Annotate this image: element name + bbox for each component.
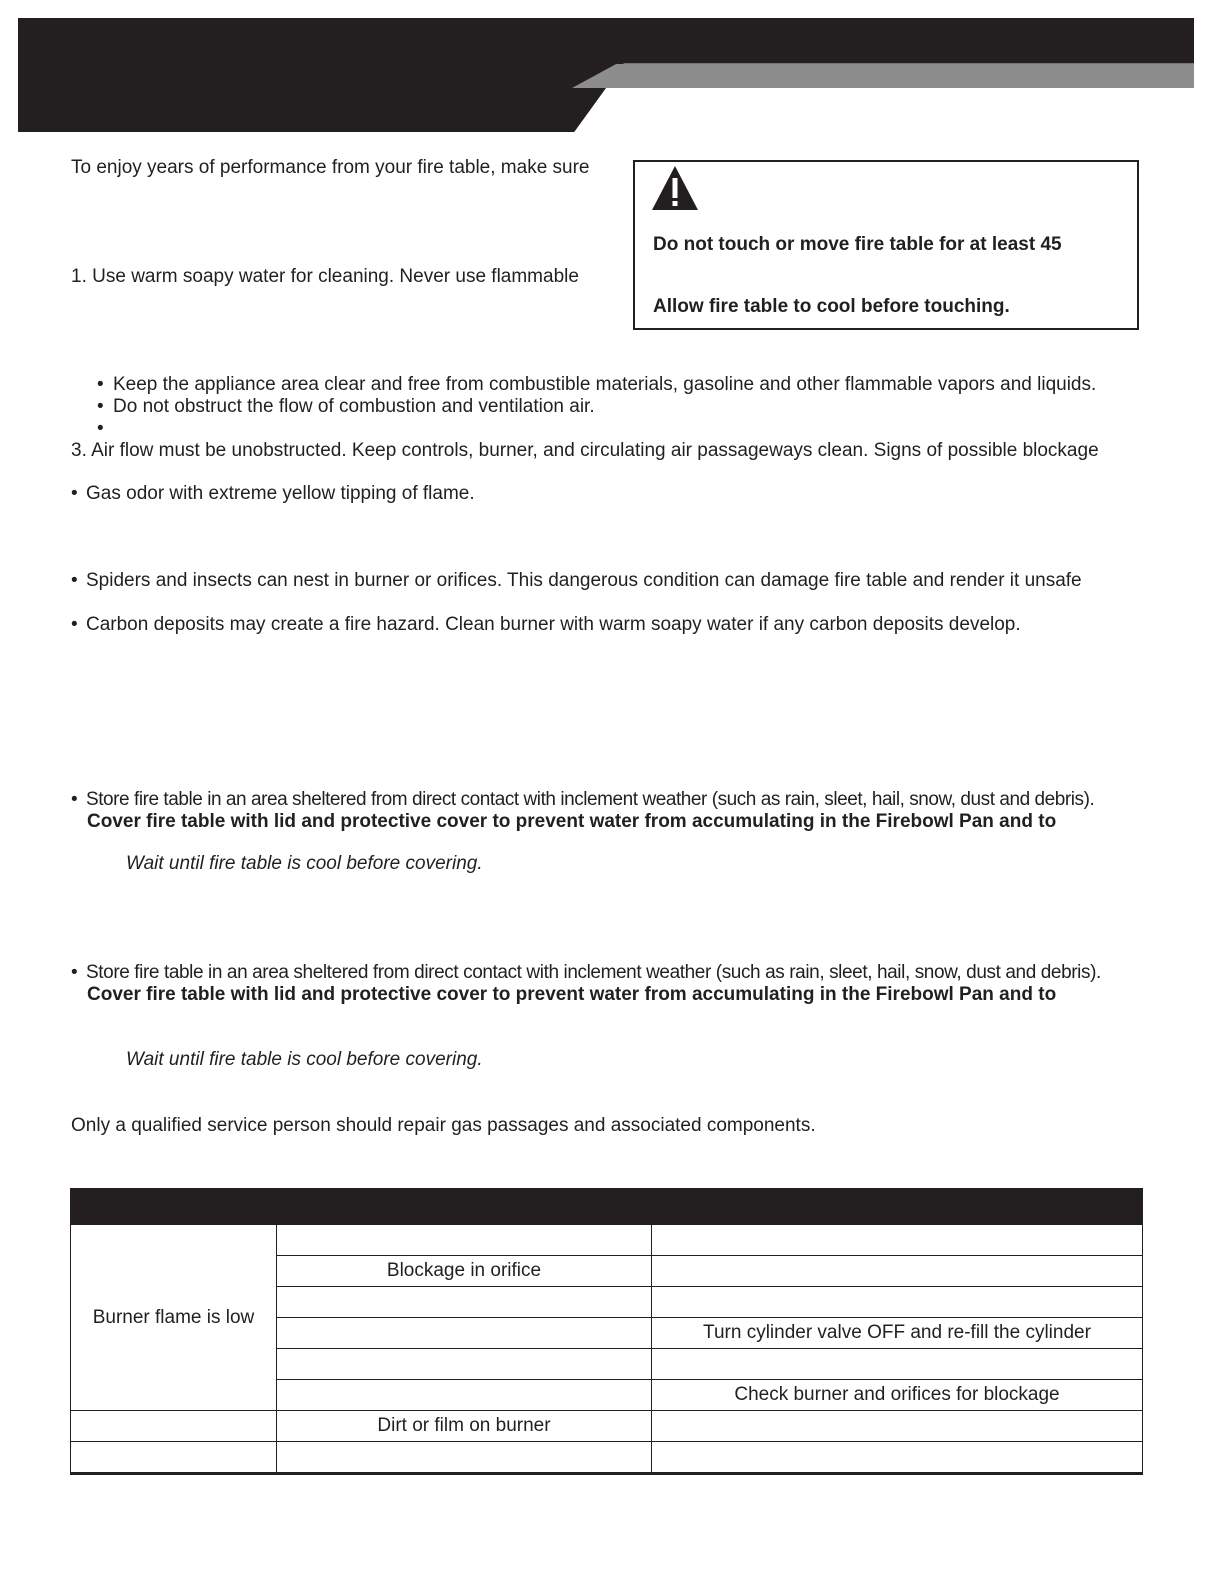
intro-text: To enjoy years of performance from your fire table, make sure: [71, 157, 590, 178]
bullet-dot: •: [71, 614, 78, 635]
bullet-dot: •: [71, 483, 78, 504]
sign-carbon: Carbon deposits may create a fire hazard. Clean burner with warm soapy water if any carbon deposits develop.: [86, 614, 1021, 635]
table-cell-cause: [277, 1380, 652, 1411]
table-cell-problem: [71, 1411, 277, 1442]
table-cell-solution: [652, 1411, 1143, 1442]
table-cell-cause: [277, 1318, 652, 1349]
warning-line-1: Do not touch or move fire table for at least 45: [653, 234, 1062, 255]
table-header-cell: [277, 1189, 652, 1225]
table-header-cell: [652, 1189, 1143, 1225]
table-row: [71, 1411, 1143, 1442]
bullet-dot: •: [71, 789, 78, 810]
bullet-dot: •: [71, 570, 78, 591]
troubleshooting-table: [70, 1188, 1143, 1475]
table-cell-solution: Check burner and orifices for blockage: [652, 1380, 1143, 1411]
storage-1-note: Wait until fire table is cool before covering.: [126, 853, 483, 874]
table-header-row: [71, 1189, 1143, 1225]
bullet-ventilation: Do not obstruct the flow of combustion and ventilation air.: [113, 396, 595, 417]
warning-line-2: Allow fire table to cool before touching.: [653, 296, 1010, 317]
bullet-dot: •: [97, 396, 104, 417]
warning-triangle-icon: [651, 165, 699, 211]
bullet-clear-area: Keep the appliance area clear and free from combustible materials, gasoline and other flammable vapors and liquids.: [113, 374, 1097, 395]
sign-spiders: Spiders and insects can nest in burner or orifices. This dangerous condition can damage fire table and render it unsafe: [86, 570, 1082, 591]
table-cell-cause: [277, 1349, 652, 1380]
table-cell-cause: [277, 1442, 652, 1474]
storage-1-line-1: Store fire table in an area sheltered from direct contact with inclement weather (such as rain, sleet, hail, snow, dust and debris).: [86, 789, 1095, 810]
table-cell-solution: [652, 1256, 1143, 1287]
table-cell-solution: Turn cylinder valve OFF and re-fill the cylinder: [652, 1318, 1143, 1349]
list-item-1: 1. Use warm soapy water for cleaning. Never use flammable: [71, 266, 579, 287]
storage-2-line-2: Cover fire table with lid and protective cover to prevent water from accumulating in the Firebowl Pan and to: [87, 984, 1057, 1005]
service-note: Only a qualified service person should repair gas passages and associated components.: [71, 1115, 816, 1136]
table-cell-problem: [71, 1442, 277, 1474]
table-cell-solution: [652, 1287, 1143, 1318]
bullet-dot: •: [71, 962, 78, 983]
storage-2-line-1: Store fire table in an area sheltered from direct contact with inclement weather (such as rain, sleet, hail, snow, dust and debris).: [86, 962, 1101, 983]
table-cell-solution: [652, 1349, 1143, 1380]
table-cell-solution: [652, 1225, 1143, 1256]
storage-1-line-2: Cover fire table with lid and protective cover to prevent water from accumulating in the Firebowl Pan and to: [87, 811, 1057, 832]
sign-gas-odor: Gas odor with extreme yellow tipping of flame.: [86, 483, 475, 504]
table-header-cell: [71, 1189, 277, 1225]
table-cell-cause: Dirt or film on burner: [277, 1411, 652, 1442]
header-accent-bar: [572, 64, 1194, 88]
bullet-dot: •: [97, 374, 104, 395]
table-cell-cause: Blockage in orifice: [277, 1256, 652, 1287]
storage-2-note: Wait until fire table is cool before covering.: [126, 1049, 483, 1070]
table-cell-cause: [277, 1225, 652, 1256]
table-row: [71, 1442, 1143, 1474]
table-cell-problem: Burner flame is low: [71, 1225, 277, 1411]
table-cell-solution: [652, 1442, 1143, 1474]
list-item-3: 3. Air flow must be unobstructed. Keep controls, burner, and circulating air passageways clean. Signs of possible blockage: [71, 440, 1099, 461]
table-cell-cause: [277, 1287, 652, 1318]
table-row: [71, 1225, 1143, 1256]
bullet-dot: •: [97, 418, 104, 439]
